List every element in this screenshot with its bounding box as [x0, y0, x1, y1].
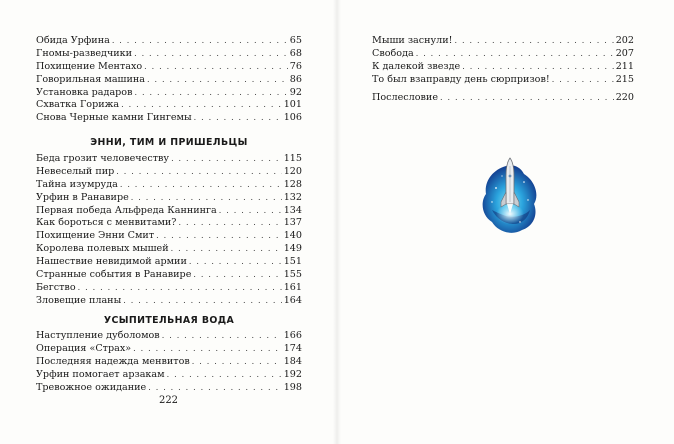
toc-group-4	[372, 35, 634, 87]
toc-entry[interactable]	[36, 153, 302, 166]
toc-entry[interactable]	[36, 217, 302, 230]
toc-entry-title: То был взаправду день сюрпризов!	[372, 73, 550, 85]
toc-entry-title: Обида Урфина	[36, 35, 110, 46]
toc-entry[interactable]	[372, 48, 634, 61]
toc-entry[interactable]	[36, 61, 302, 74]
toc-leader-dots	[193, 269, 281, 282]
toc-leader-dots	[133, 343, 282, 356]
toc-entry[interactable]	[36, 166, 302, 179]
toc-entry-title: Свобода	[372, 47, 414, 59]
toc-leader-dots	[194, 112, 282, 125]
toc-entry[interactable]	[36, 382, 302, 395]
toc-entry-title: Невеселый пир	[36, 165, 115, 177]
toc-leader-dots	[462, 61, 613, 74]
toc-entry-page: 132	[283, 191, 302, 203]
toc-entry[interactable]	[36, 369, 302, 382]
toc-entry[interactable]	[36, 256, 302, 269]
toc-group-3	[36, 330, 302, 394]
toc-leader-dots	[120, 179, 282, 192]
toc-leader-dots	[116, 166, 281, 179]
toc-leader-dots	[219, 205, 282, 218]
toc-entry[interactable]	[36, 87, 302, 100]
toc-entry[interactable]	[372, 74, 634, 87]
toc-entry-page: 207	[615, 47, 634, 59]
toc-leader-dots	[148, 382, 281, 395]
toc-entry-page: 86	[289, 73, 302, 85]
toc-entry-page: 166	[283, 330, 302, 341]
toc-leader-dots	[189, 256, 282, 269]
toc-entry[interactable]	[36, 295, 302, 308]
toc-entry-page: 65	[289, 35, 302, 46]
toc-leader-dots	[192, 356, 282, 369]
toc-leader-dots	[134, 48, 288, 61]
toc-entry[interactable]	[36, 282, 302, 295]
toc-entry-title: Урфин в Ранавире	[36, 191, 129, 203]
toc-entry[interactable]	[36, 343, 302, 356]
toc-entry-title: Операция «Страх»	[36, 342, 132, 354]
toc-entry-page: 137	[283, 217, 302, 229]
toc-entry-title: Говорильная машина	[36, 73, 145, 85]
toc-entry[interactable]	[36, 74, 302, 87]
page-number: 222	[158, 395, 179, 406]
toc-entry-title: Беда грозит человечеству	[36, 153, 170, 164]
toc-entry[interactable]	[36, 192, 302, 205]
toc-leader-dots	[78, 282, 282, 295]
toc-group-1	[36, 35, 302, 125]
toc-leader-dots	[147, 74, 288, 87]
toc-entry-page: 76	[289, 60, 302, 72]
toc-entry[interactable]	[36, 112, 302, 125]
toc-leader-dots	[121, 99, 282, 112]
toc-entry-page: 155	[283, 269, 302, 281]
toc-entry-title: Послесловие	[372, 92, 439, 103]
toc-entry-title: Снова Черные камни Гингемы	[36, 112, 192, 124]
toc-entry-page: 174	[283, 342, 302, 354]
toc-entry-page: 120	[283, 165, 302, 177]
toc-entry[interactable]	[36, 269, 302, 282]
toc-entry-title: Зловещие планы	[36, 294, 122, 306]
toc-entry[interactable]	[36, 243, 302, 256]
toc-entry[interactable]	[36, 356, 302, 369]
toc-leader-dots	[134, 87, 287, 100]
toc-leader-dots	[178, 217, 281, 230]
toc-entry-page: 134	[283, 204, 302, 216]
toc-entry-page: 101	[283, 99, 302, 111]
toc-entry-page: 202	[615, 35, 634, 46]
toc-leader-dots	[171, 243, 282, 256]
toc-leader-dots	[167, 369, 282, 382]
toc-entry[interactable]	[36, 330, 302, 343]
toc-entry[interactable]	[36, 99, 302, 112]
toc-entry[interactable]	[36, 205, 302, 218]
toc-entry-title: Схватка Горижа	[36, 99, 120, 111]
toc-entry-page: 149	[283, 243, 302, 255]
toc-entry-title: Первая победа Альфреда Каннинга	[36, 204, 217, 216]
toc-entry[interactable]	[372, 92, 634, 105]
toc-entry-page: 140	[283, 230, 302, 242]
toc-leader-dots	[440, 92, 614, 105]
toc-entry-title: Последняя надежда менвитов	[36, 355, 190, 367]
toc-entry[interactable]	[36, 48, 302, 61]
toc-afterword	[372, 92, 634, 105]
toc-leader-dots	[156, 230, 282, 243]
toc-entry-page: 211	[615, 60, 634, 72]
toc-entry-page: 164	[283, 294, 302, 306]
right-page	[337, 0, 674, 444]
toc-entry-title: Как бороться с менвитами?	[36, 217, 177, 229]
toc-leader-dots	[162, 330, 282, 343]
toc-entry[interactable]	[372, 61, 634, 74]
toc-entry-page: 128	[283, 178, 302, 190]
toc-entry-page: 198	[283, 381, 302, 393]
toc-entry[interactable]	[36, 35, 302, 48]
toc-entry-title: Похищение Энни Смит	[36, 230, 155, 242]
toc-leader-dots	[112, 35, 288, 48]
toc-entry-page: 220	[615, 92, 634, 103]
toc-leader-dots	[144, 61, 288, 74]
toc-entry-title: Нашествие невидимой армии	[36, 256, 187, 268]
toc-entry-title: Наступление дуболомов	[36, 330, 160, 341]
toc-entry-page: 68	[289, 47, 302, 59]
toc-entry-title: К далекой звезде	[372, 60, 461, 72]
section-heading: УСЫПИТЕЛЬНАЯ ВОДА	[103, 315, 235, 326]
toc-entry-page: 192	[283, 368, 302, 380]
toc-entry-page: 151	[283, 256, 302, 268]
toc-entry-title: Королева полевых мышей	[36, 243, 169, 255]
toc-entry-title: Гномы-разведчики	[36, 47, 133, 59]
toc-entry[interactable]	[36, 230, 302, 243]
toc-entry-page: 106	[283, 112, 302, 124]
toc-entry-title: Урфин помогает арзакам	[36, 368, 165, 380]
section-heading: ЭННИ, ТИМ И ПРИШЕЛЬЦЫ	[90, 137, 248, 148]
toc-leader-dots	[416, 48, 614, 61]
toc-entry-title: Похищение Ментахо	[36, 60, 143, 72]
toc-leader-dots	[171, 153, 282, 166]
toc-entry-page: 184	[283, 355, 302, 367]
toc-entry-page: 215	[615, 73, 634, 85]
toc-leader-dots	[455, 35, 614, 48]
toc-entry-title: Тревожное ожидание	[36, 381, 147, 393]
toc-leader-dots	[131, 192, 282, 205]
toc-leader-dots	[552, 74, 614, 87]
toc-entry-page: 92	[289, 86, 302, 98]
toc-entry-page: 161	[283, 281, 302, 293]
toc-entry-title: Тайна изумруда	[36, 178, 118, 190]
toc-entry-title: Странные события в Ранавире	[36, 269, 192, 281]
toc-entry-title: Установка радаров	[36, 86, 133, 98]
toc-leader-dots	[123, 295, 281, 308]
toc-entry-page: 115	[283, 153, 302, 164]
rocket-illustration	[462, 152, 558, 248]
toc-entry[interactable]	[372, 35, 634, 48]
toc-entry[interactable]	[36, 179, 302, 192]
toc-group-2	[36, 153, 302, 308]
toc-entry-title: Бегство	[36, 281, 76, 293]
toc-entry-title: Мыши заснули!	[372, 35, 453, 46]
